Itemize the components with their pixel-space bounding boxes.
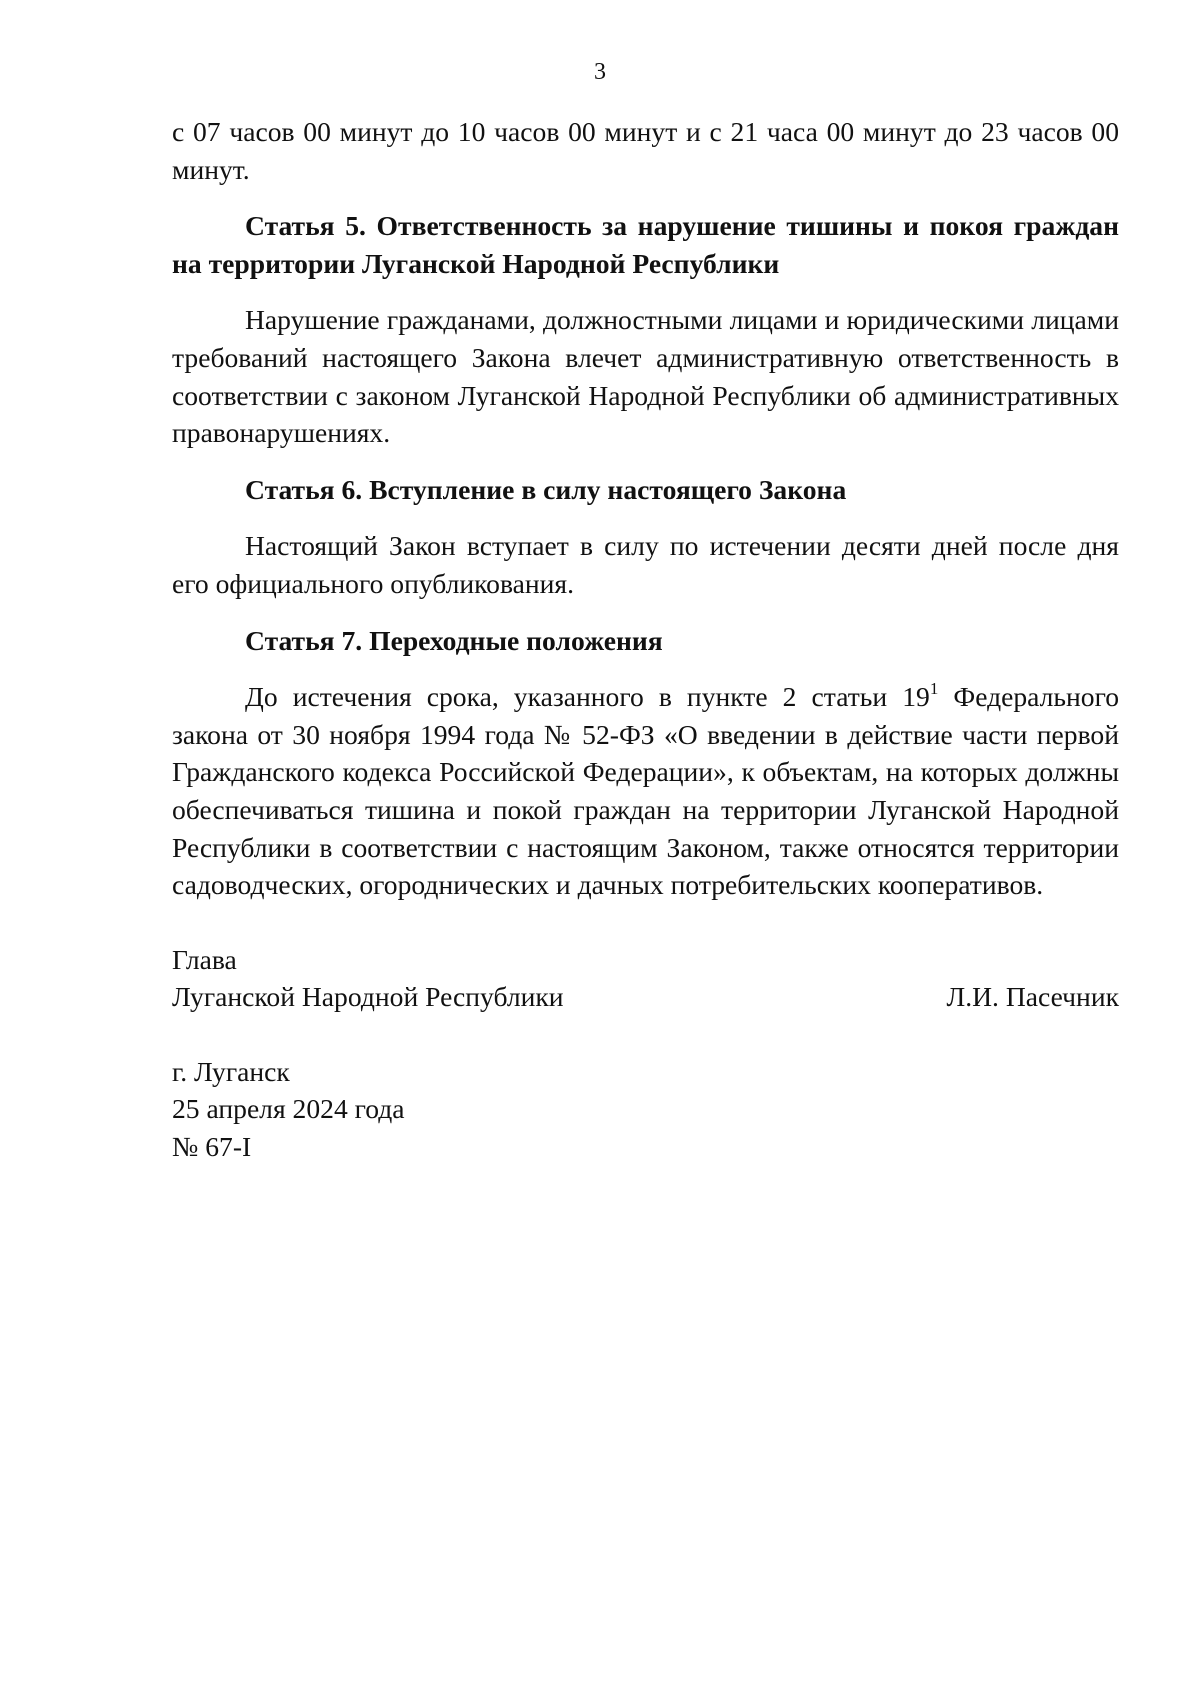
article-7-text-part1: До истечения срока, указанного в пункте 2 статьи 19 (245, 681, 930, 713)
article-6-text: Настоящий Закон вступает в силу по истечении десяти дней после дня его официального опубликования. (172, 530, 1119, 599)
city: г. Луганск (172, 1055, 290, 1087)
document-number: № 67-I (172, 1131, 252, 1163)
page-number: 3 (594, 59, 606, 85)
document-body (172, 113, 1119, 1166)
signature-title-line1: Глава (172, 943, 237, 975)
signature-title-line2: Луганской Народной Республики (172, 981, 564, 1013)
intro-paragraph: с 07 часов 00 минут до 10 часов 00 минут и с 21 часа 00 минут до 23 часов 00 минут. (172, 116, 1119, 185)
place-date-block (172, 1053, 1119, 1166)
article-6-heading: Статья 6. Вступление в силу настоящего Закона (245, 473, 847, 505)
signature-row (172, 978, 1119, 1016)
document-date: 25 апреля 2024 года (172, 1093, 405, 1125)
article-7-heading: Статья 7. Переходные положения (245, 624, 663, 656)
article-7-text (172, 678, 1119, 904)
signature-block (172, 941, 1119, 1016)
article-7-superscript: 1 (929, 679, 939, 699)
signatory-name: Л.И. Пасечник (946, 981, 1119, 1013)
article-5-heading: Статья 5. Ответственность за нарушение тишины и покоя граждан на территории Луганской Народной Республики (172, 210, 1119, 279)
article-5-text: Нарушение гражданами, должностными лицами и юридическими лицами требований настоящего Закона влечет административную ответственность в соответствии с законом Луганской Народной Республики об административных правонарушениях. (172, 304, 1119, 449)
article-7-text-part2: Федерального закона от 30 ноября 1994 года № 52-ФЗ «О введении в действие части первой Гражданского кодекса Российской Федерации», к объектам, на которых должны обеспечиваться тишина и покой граждан на территории Луганской Народной Республики в соответствии с настоящим Законом, также относятся территории садоводческих, огороднических и дачных потребительских кооперативов. (172, 681, 1119, 901)
